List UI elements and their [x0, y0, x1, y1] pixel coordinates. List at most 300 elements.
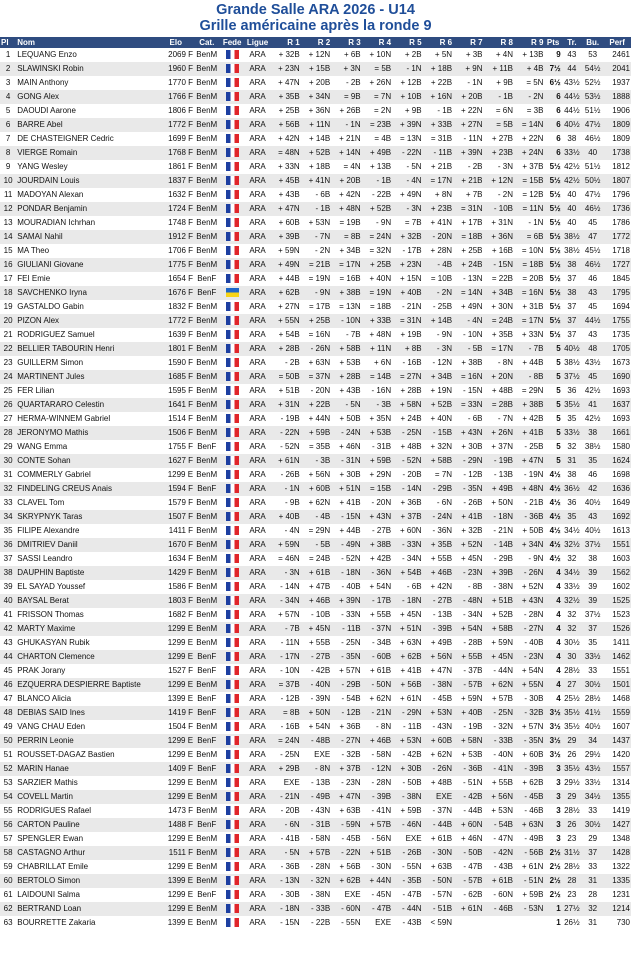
tiebreak-bu: 38½ — [584, 442, 601, 451]
rank-cell: 62 — [0, 902, 16, 916]
performance-cell: 1772 — [603, 230, 631, 244]
round-3: - 40B — [341, 582, 361, 591]
category-cell: BenM — [194, 622, 219, 636]
round-6: EXE — [423, 790, 453, 804]
tiebreak-tr: 38½ — [562, 230, 582, 244]
tiebreak-bu: 46½ — [584, 134, 601, 143]
round-8: - 3N — [497, 162, 513, 171]
category-cell: BenF — [194, 734, 219, 748]
performance-cell: 1523 — [612, 610, 630, 619]
round-7: - 48N — [453, 594, 483, 608]
round-4: + 11N — [362, 342, 392, 356]
round-6: - 44B — [423, 818, 453, 832]
federation-flag — [219, 230, 244, 244]
round-4: = 5B — [362, 62, 392, 76]
table-row — [0, 412, 631, 426]
france-flag-icon — [226, 666, 239, 675]
category-cell: BenF — [197, 442, 217, 451]
player-name: MAIN Anthony — [17, 78, 69, 87]
tiebreak-tr: 30½ — [564, 638, 580, 647]
round-2: - 26N — [301, 342, 331, 356]
round-4: = 15B — [362, 482, 392, 496]
round-1: + 27N — [278, 302, 300, 311]
category-cell: BenM — [196, 106, 218, 115]
round-8: + 12N — [484, 174, 514, 188]
elo-cell: 1837 F — [157, 174, 194, 188]
round-8: + 16B — [491, 246, 513, 255]
player-name: FER Lilian — [17, 386, 55, 395]
round-5: + 61N — [400, 694, 422, 703]
round-4: = 19N — [362, 286, 392, 300]
elo-cell: 1912 F — [157, 230, 194, 244]
federation-flag — [219, 412, 244, 426]
table-row — [0, 300, 631, 314]
tiebreak-bu: 46 — [588, 274, 598, 283]
rank-cell: 13 — [3, 218, 13, 227]
table-row — [0, 804, 631, 818]
round-8: - 2N — [497, 190, 513, 199]
round-4: + 59B — [362, 454, 392, 468]
round-5: = 31N — [392, 314, 422, 328]
table-row — [0, 650, 631, 664]
france-flag-icon — [226, 120, 239, 129]
round-8: = 6N — [495, 106, 513, 115]
france-flag-icon — [226, 386, 239, 395]
performance-cell: 1735 — [612, 330, 630, 339]
round-8: - 42N — [484, 846, 514, 860]
tiebreak-tr: 32½ — [562, 594, 582, 608]
tiebreak-bu: 28 — [588, 890, 598, 899]
points-cell: 2½ — [549, 890, 561, 899]
round-9: + 37B — [522, 162, 544, 171]
round-7: = 14N — [453, 286, 483, 300]
federation-flag — [219, 692, 244, 706]
round-3: + 48N — [331, 202, 361, 216]
round-6: - 29B — [423, 482, 453, 496]
points-cell: 5 — [556, 442, 561, 451]
tiebreak-tr: 43½ — [564, 78, 580, 87]
league-cell: ARA — [249, 218, 266, 227]
points-cell: 5 — [544, 342, 561, 356]
tiebreak-tr: 32 — [562, 622, 582, 636]
round-2: - 8N — [301, 762, 331, 776]
rank-cell: 54 — [0, 790, 16, 804]
round-7: - 29N — [453, 454, 483, 468]
table-row — [0, 762, 631, 776]
france-flag-icon — [226, 232, 239, 241]
rank-cell: 57 — [3, 834, 13, 843]
performance-cell: 1525 — [603, 594, 631, 608]
round-7: + 55B — [453, 650, 483, 664]
round-7 — [453, 916, 483, 930]
player-name: GIULIANI Giovane — [16, 258, 157, 272]
table-row — [0, 902, 631, 916]
round-8: + 34B — [484, 286, 514, 300]
round-1: - 21N — [270, 790, 300, 804]
round-6: + 53N — [423, 706, 453, 720]
round-5: - 22N — [392, 146, 422, 160]
round-2: - 4B — [301, 510, 331, 524]
round-9: + 22N — [521, 134, 544, 143]
round-1: + 40B — [270, 510, 300, 524]
round-9: = 11N — [514, 202, 544, 216]
round-7: = 18B — [453, 230, 483, 244]
tiebreak-bu: 44½ — [582, 314, 603, 328]
round-2: + 60B — [301, 482, 331, 496]
performance-cell: 1736 — [603, 202, 631, 216]
round-4: - 31B — [371, 442, 392, 451]
round-5: + 10B — [392, 90, 422, 104]
elo-cell: 1590 F — [168, 358, 194, 367]
elo-cell: 1755 F — [168, 442, 194, 451]
round-5: + 37B — [392, 510, 422, 524]
tiebreak-bu: 47½ — [584, 190, 601, 199]
federation-flag — [219, 804, 244, 818]
round-6: - 37N — [432, 806, 453, 815]
round-6: + 61B — [430, 834, 453, 843]
france-flag-icon — [226, 316, 239, 325]
round-6: - 2N — [423, 286, 453, 300]
round-8: + 4N — [495, 50, 513, 59]
rank-cell: 5 — [5, 106, 11, 115]
rank-cell: 23 — [3, 358, 13, 367]
round-6: + 28N — [430, 246, 453, 255]
round-4: - 17B — [362, 594, 392, 608]
category-cell: BenM — [194, 510, 219, 524]
table-header — [0, 37, 631, 48]
france-flag-icon — [226, 106, 239, 115]
player-name: BOURRETTE Zakaria — [17, 918, 96, 927]
round-8: + 27B — [491, 134, 513, 143]
round-3: - 29B — [331, 678, 361, 692]
points-cell: 4½ — [544, 482, 561, 496]
federation-flag — [219, 328, 244, 342]
france-flag-icon — [226, 372, 239, 381]
round-1: - 36B — [280, 862, 300, 871]
table-row — [0, 230, 631, 244]
round-9: - 2N — [514, 90, 544, 104]
player-name: LAIDOUNI Salma — [17, 890, 80, 899]
round-5: + 40B — [392, 286, 422, 300]
france-flag-icon — [226, 358, 239, 367]
round-6: + 16N — [423, 90, 453, 104]
league-cell: ARA — [245, 734, 270, 748]
tiebreak-bu: 53 — [588, 50, 598, 59]
round-4: + 43N — [362, 510, 392, 524]
round-6: + 8N — [434, 190, 453, 199]
round-1: - 17N — [270, 650, 300, 664]
round-1: + 44B — [278, 274, 300, 283]
table-row — [0, 62, 631, 76]
category-cell: BenM — [194, 230, 219, 244]
column-header: R 9 — [514, 37, 544, 48]
round-1: + 57N — [278, 610, 300, 619]
elo-cell: 1504 F — [168, 722, 194, 731]
tiebreak-tr: 32½ — [562, 538, 582, 552]
tiebreak-bu: 38 — [588, 554, 598, 563]
performance-cell: 1809 — [612, 134, 630, 143]
round-1: - 13N — [270, 874, 300, 888]
tiebreak-tr: 23 — [567, 834, 577, 843]
player-name: FRISSON Thomas — [17, 610, 84, 619]
round-5: - 21N — [402, 302, 422, 311]
elo-cell: 1706 F — [168, 246, 194, 255]
tiebreak-bu: 34 — [582, 734, 603, 748]
france-flag-icon — [226, 806, 239, 815]
category-cell: BenM — [196, 246, 218, 255]
round-6: = 17N — [423, 174, 453, 188]
france-flag-icon — [226, 848, 239, 857]
elo-cell: 1299 E — [157, 790, 194, 804]
elo-cell: 1419 F — [157, 706, 194, 720]
round-3: + 53B — [339, 358, 361, 367]
round-1: - 12B — [280, 694, 300, 703]
round-7: + 45N — [460, 554, 483, 563]
performance-cell: 1637 — [603, 398, 631, 412]
rank-cell: 4 — [0, 90, 16, 104]
tiebreak-tr: 32 — [567, 610, 577, 619]
round-7: = 33N — [453, 398, 483, 412]
round-4: - 41N — [371, 806, 392, 815]
round-5: + 51N — [392, 622, 422, 636]
performance-cell: 1661 — [603, 426, 631, 440]
france-flag-icon — [226, 218, 239, 227]
performance-cell: 1693 — [612, 386, 630, 395]
points-cell: 4½ — [549, 554, 561, 563]
rank-cell: 37 — [3, 554, 13, 563]
player-name: EL SAYAD Youssef — [17, 582, 86, 591]
elo-cell: 1766 F — [157, 90, 194, 104]
rank-cell: 25 — [3, 386, 13, 395]
player-name: SARZIER Mathis — [17, 778, 78, 787]
league-cell: ARA — [249, 694, 266, 703]
round-6: + 18B — [423, 62, 453, 76]
tiebreak-tr: 33½ — [564, 582, 580, 591]
round-2: + 20B — [309, 78, 331, 87]
round-5: - 14N — [392, 482, 422, 496]
round-2: - 33B — [301, 902, 331, 916]
round-6: - 39B — [423, 622, 453, 636]
category-cell: BenM — [194, 370, 219, 384]
performance-cell: 1559 — [603, 706, 631, 720]
rank-cell: 48 — [0, 706, 16, 720]
round-3: + 56B — [339, 862, 361, 871]
player-name: FILIPE Alexandre — [17, 526, 80, 535]
points-cell: 6 — [556, 134, 561, 143]
round-8: + 30N — [491, 302, 513, 311]
round-4: - 12N — [362, 762, 392, 776]
federation-flag — [219, 580, 244, 594]
france-flag-icon — [226, 442, 239, 451]
tiebreak-bu: 43 — [582, 510, 603, 524]
player-name: JOURDAIN Louis — [16, 174, 157, 188]
tiebreak-bu: 34½ — [582, 790, 603, 804]
federation-flag — [219, 188, 244, 202]
elo-cell: 1627 F — [157, 454, 194, 468]
table-row — [0, 790, 631, 804]
rank-cell: 35 — [3, 526, 13, 535]
league-cell: ARA — [249, 190, 266, 199]
elo-cell: 1861 F — [168, 162, 194, 171]
category-cell: BenF — [194, 482, 219, 496]
round-5: + 39N — [392, 118, 422, 132]
tiebreak-tr: 37 — [567, 274, 577, 283]
round-6: + 63B — [430, 862, 453, 871]
federation-flag — [219, 202, 244, 216]
elo-cell: 1299 E — [167, 750, 194, 759]
round-6: + 48B — [430, 778, 453, 787]
column-header: R 7 — [453, 37, 483, 48]
round-1: - 11N — [280, 638, 300, 647]
category-cell: BenM — [194, 202, 219, 216]
player-name: QUARTARARO Celestin — [16, 398, 157, 412]
round-4: + 6N — [373, 358, 392, 367]
category-cell: BenM — [196, 470, 218, 479]
round-1: = 8B — [270, 706, 300, 720]
round-8: + 52B — [491, 610, 513, 619]
elo-cell: 1527 F — [168, 666, 194, 675]
round-4: - 50N — [362, 678, 392, 692]
points-cell: 4 — [556, 666, 561, 675]
france-flag-icon — [226, 50, 239, 59]
round-9: + 54N — [521, 666, 544, 675]
rank-cell: 61 — [3, 890, 13, 899]
round-5: - 43B — [402, 918, 422, 927]
round-9: + 33N — [521, 330, 544, 339]
performance-cell: 1468 — [612, 694, 630, 703]
round-4: - 30N — [371, 862, 392, 871]
round-6: - 43N — [432, 722, 453, 731]
column-header: R 1 — [270, 37, 300, 48]
federation-flag — [219, 132, 244, 146]
rank-cell: 6 — [0, 118, 16, 132]
round-4: - 60B — [362, 650, 392, 664]
player-name: COVELL Martin — [16, 790, 157, 804]
round-8: + 56N — [484, 790, 514, 804]
round-6: + 62N — [430, 750, 453, 759]
table-row — [0, 314, 631, 328]
round-2: = 19N — [308, 274, 331, 283]
tiebreak-bu: 30½ — [582, 678, 603, 692]
performance-cell: 1428 — [603, 846, 631, 860]
league-cell: ARA — [245, 286, 270, 300]
round-6: + 47N — [430, 666, 453, 675]
round-8: - 38N — [493, 582, 513, 591]
round-5: + 15N — [400, 274, 422, 283]
round-3: = 8B — [331, 230, 361, 244]
points-cell: 5½ — [549, 330, 561, 339]
round-3: - 7B — [345, 330, 361, 339]
round-4: - 21N — [362, 706, 392, 720]
tiebreak-bu: 40½ — [584, 526, 601, 535]
round-2: + 50N — [301, 706, 331, 720]
round-4: + 25B — [362, 258, 392, 272]
round-8: + 51B — [484, 594, 514, 608]
round-2: - 6B — [315, 190, 331, 199]
round-1: + 35B — [270, 90, 300, 104]
performance-cell: 1906 — [612, 106, 630, 115]
league-cell: ARA — [245, 342, 270, 356]
round-4: + 38B — [362, 538, 392, 552]
round-8: + 39B — [484, 566, 514, 580]
elo-cell: 1770 F — [168, 78, 194, 87]
round-3: - 22N — [331, 846, 361, 860]
tiebreak-tr: 35½ — [562, 762, 582, 776]
rank-cell: 44 — [0, 650, 16, 664]
round-4: + 40N — [369, 274, 392, 283]
performance-cell: 1705 — [603, 342, 631, 356]
player-name: WANG Emma — [17, 442, 68, 451]
round-7: + 40B — [453, 706, 483, 720]
points-cell: 5½ — [549, 246, 561, 255]
points-cell: 3 — [556, 778, 561, 787]
france-flag-icon — [226, 778, 239, 787]
round-1: + 32B — [278, 50, 300, 59]
federation-flag — [219, 874, 244, 888]
performance-cell: 1692 — [603, 510, 631, 524]
player-name: PIZON Alex — [16, 314, 157, 328]
federation-flag — [219, 384, 244, 398]
federation-flag — [219, 510, 244, 524]
player-name: COMMERLY Gabriel — [17, 470, 91, 479]
points-cell: 6 — [544, 90, 561, 104]
points-cell: 5½ — [549, 162, 561, 171]
round-9: + 44B — [522, 358, 544, 367]
tiebreak-tr: 38 — [562, 286, 582, 300]
round-7: - 4N — [453, 314, 483, 328]
round-2: - 28N — [310, 862, 331, 871]
elo-cell: 1299 E — [157, 650, 194, 664]
performance-cell: 1845 — [612, 274, 630, 283]
tiebreak-bu: 45 — [582, 370, 603, 384]
round-1: - 52N — [280, 442, 300, 451]
round-7: + 38B — [461, 358, 483, 367]
federation-flag — [219, 104, 244, 118]
category-cell: BenM — [194, 398, 219, 412]
federation-flag — [219, 370, 244, 384]
round-8: + 48B — [491, 386, 513, 395]
federation-flag — [219, 160, 244, 174]
round-5: - 26B — [392, 846, 422, 860]
table-row — [0, 720, 631, 734]
round-9: - 45B — [514, 790, 544, 804]
tiebreak-tr: 33½ — [562, 146, 582, 160]
round-7: - 15N — [462, 386, 483, 395]
points-cell: 3 — [556, 834, 561, 843]
round-1: + 25B — [278, 106, 300, 115]
round-8: + 61B — [484, 874, 514, 888]
round-9: - 30B — [524, 694, 544, 703]
category-cell: BenM — [194, 454, 219, 468]
round-6: + 33B — [423, 118, 453, 132]
rank-cell: 29 — [3, 442, 13, 451]
round-8: = 5B — [484, 118, 514, 132]
player-name: RODRIGUES Rafael — [17, 806, 92, 815]
rank-cell: 51 — [3, 750, 13, 759]
round-3: - 11B — [331, 622, 361, 636]
federation-flag — [219, 62, 244, 76]
elo-cell: 1801 F — [157, 342, 194, 356]
round-5: - 46N — [392, 818, 422, 832]
category-cell: BenM — [196, 386, 218, 395]
tiebreak-tr: 40 — [567, 218, 577, 227]
round-1: - 4N — [284, 526, 300, 535]
round-3: + 58B — [331, 342, 361, 356]
table-row — [0, 160, 631, 174]
tiebreak-bu: 46½ — [582, 202, 603, 216]
player-name: SAMAI Nahil — [16, 230, 157, 244]
round-4: + 10N — [369, 50, 392, 59]
